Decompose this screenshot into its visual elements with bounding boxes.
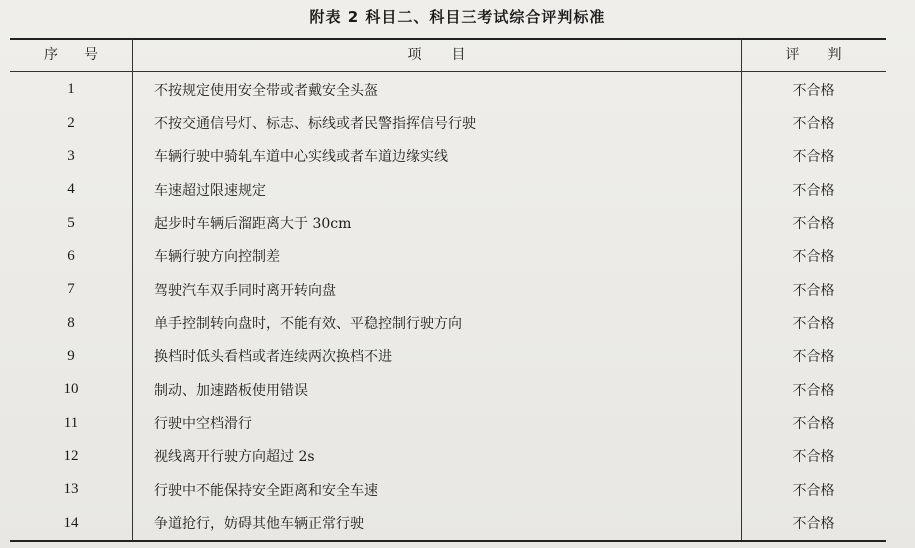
table-row bbox=[10, 506, 886, 539]
row-item: 争道抢行，妨碍其他车辆正常行驶 bbox=[154, 516, 364, 533]
table-row bbox=[10, 173, 886, 206]
row-number: 10 bbox=[63, 381, 79, 398]
row-item: 车速超过限速规定 bbox=[154, 182, 266, 199]
row-number: 2 bbox=[67, 114, 75, 131]
table-row bbox=[10, 273, 886, 306]
header-number: 序号 bbox=[44, 47, 124, 63]
row-evaluation: 不合格 bbox=[792, 282, 835, 299]
row-item: 换档时低头看档或者连续两次换档不进 bbox=[154, 349, 392, 366]
table-row bbox=[10, 306, 886, 339]
row-number: 14 bbox=[63, 514, 79, 531]
table-row bbox=[10, 406, 886, 439]
row-item: 行驶中不能保持安全距离和安全车速 bbox=[154, 482, 378, 499]
row-item: 视线离开行驶方向超过 2s bbox=[154, 449, 315, 466]
table-row bbox=[10, 106, 886, 139]
row-number: 3 bbox=[67, 147, 75, 164]
row-item: 驾驶汽车双手同时离开转向盘 bbox=[154, 282, 336, 299]
row-item: 单手控制转向盘时，不能有效、平稳控制行驶方向 bbox=[154, 316, 462, 333]
row-number: 9 bbox=[67, 347, 75, 364]
row-evaluation: 不合格 bbox=[792, 382, 835, 399]
row-evaluation: 不合格 bbox=[792, 349, 835, 366]
row-item: 行驶中空档滑行 bbox=[154, 416, 252, 433]
row-number: 5 bbox=[67, 214, 75, 231]
table-row bbox=[10, 240, 886, 273]
row-evaluation: 不合格 bbox=[792, 316, 835, 333]
row-evaluation: 不合格 bbox=[792, 116, 835, 133]
row-evaluation: 不合格 bbox=[792, 516, 835, 533]
row-item: 起步时车辆后溜距离大于 30cm bbox=[154, 216, 352, 233]
table-row bbox=[10, 206, 886, 239]
row-evaluation: 不合格 bbox=[792, 482, 835, 499]
row-item: 制动、加速踏板使用错误 bbox=[154, 382, 308, 399]
header-rule bbox=[10, 71, 886, 72]
row-number: 4 bbox=[67, 181, 75, 198]
row-number: 11 bbox=[63, 414, 79, 431]
table-row bbox=[10, 373, 886, 406]
table-row bbox=[10, 340, 886, 373]
table-row bbox=[10, 140, 886, 173]
header-item: 项目 bbox=[407, 47, 496, 63]
row-evaluation: 不合格 bbox=[792, 216, 835, 233]
row-number: 12 bbox=[63, 447, 79, 464]
table-bottom-rule bbox=[10, 540, 886, 542]
row-evaluation: 不合格 bbox=[792, 82, 835, 99]
row-number: 6 bbox=[67, 247, 75, 264]
row-item: 不按规定使用安全带或者戴安全头盔 bbox=[154, 82, 378, 99]
row-evaluation: 不合格 bbox=[792, 249, 835, 266]
table-header bbox=[10, 39, 886, 71]
table-row bbox=[10, 440, 886, 473]
row-item: 车辆行驶中骑轧车道中心实线或者车道边缘实线 bbox=[154, 149, 448, 166]
row-evaluation: 不合格 bbox=[792, 449, 835, 466]
header-evaluation: 评判 bbox=[785, 47, 870, 63]
row-number: 8 bbox=[67, 314, 75, 331]
row-evaluation: 不合格 bbox=[792, 416, 835, 433]
row-item: 车辆行驶方向控制差 bbox=[154, 249, 280, 266]
row-evaluation: 不合格 bbox=[792, 149, 835, 166]
row-item: 不按交通信号灯、标志、标线或者民警指挥信号行驶 bbox=[154, 116, 476, 133]
table-title: 附表 2 科目二、科目三考试综合评判标准 bbox=[309, 8, 606, 26]
table-row bbox=[10, 73, 886, 106]
row-number: 7 bbox=[67, 281, 75, 298]
row-evaluation: 不合格 bbox=[792, 182, 835, 199]
row-number: 1 bbox=[67, 81, 75, 98]
table-body bbox=[10, 73, 886, 540]
row-number: 13 bbox=[63, 481, 79, 498]
table-row bbox=[10, 473, 886, 506]
